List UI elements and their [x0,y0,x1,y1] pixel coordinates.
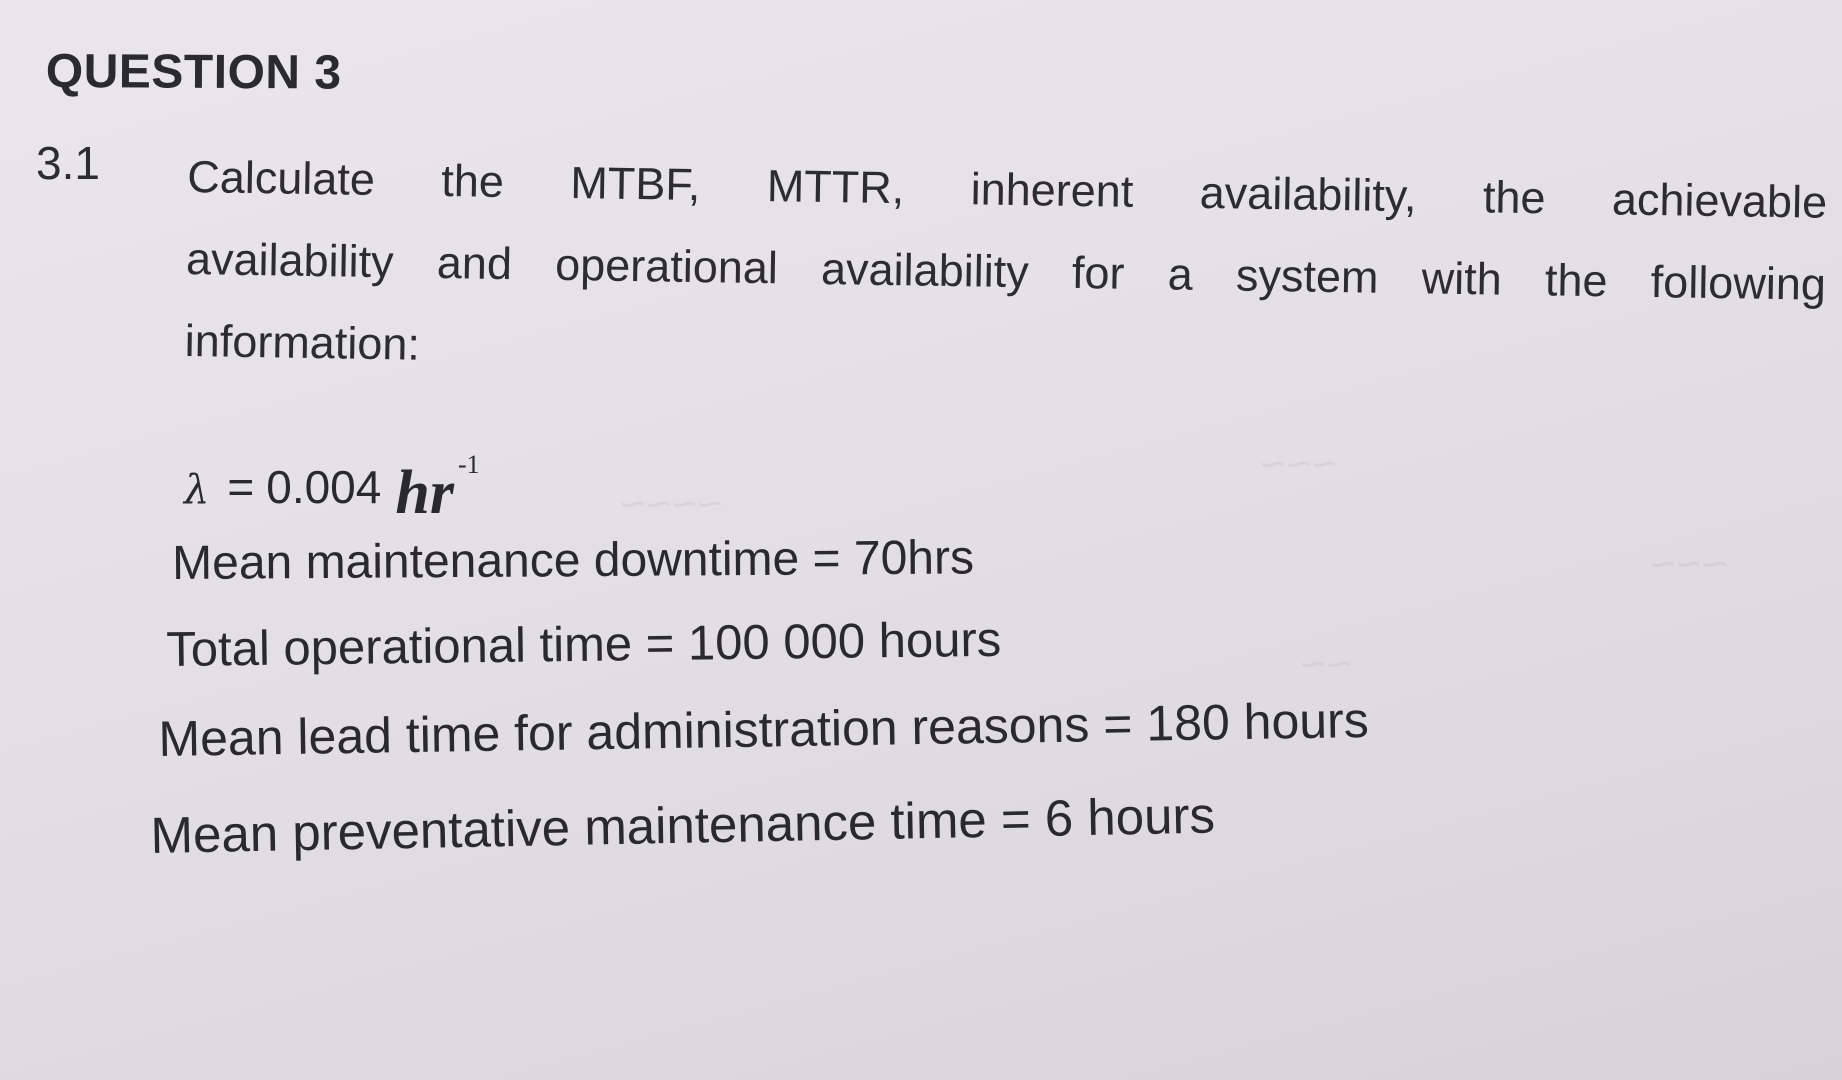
question-word: following [1650,255,1827,310]
unit-exponent: -1 [457,450,480,479]
question-word: MTBF, [569,157,701,211]
question-number: 3.1 [36,137,100,189]
question-word: and [436,236,513,290]
show-through-mark: ~~~ [1260,440,1338,489]
question-word: availability [820,242,1030,298]
question-word: for [1071,246,1125,299]
show-through-mark: ~~~~ [620,480,723,529]
question-heading: QUESTION 3 [45,44,342,100]
question-word: system [1235,249,1379,303]
question-word: the [1544,254,1608,307]
mean-preventative-maintenance: Mean preventative maintenance time = 6 hours [150,786,1216,864]
question-word: Calculate [186,150,376,205]
question-word: the [1482,171,1546,224]
question-word: inherent [970,163,1134,217]
failure-rate-formula [184,448,480,527]
lambda-symbol: λ [184,467,210,513]
question-word: operational [554,238,779,294]
failure-rate-unit: hr [395,459,454,527]
question-word: MTTR, [766,160,905,214]
question-line-3: information: [184,314,421,370]
question-word: the [440,154,505,207]
question-word: with [1421,252,1503,305]
formula-equals: = [227,461,255,513]
show-through-mark: ~~~ [1650,540,1728,589]
question-word: availability, [1199,166,1417,222]
failure-rate-value: 0.004 [266,461,382,513]
question-word: achievable [1611,173,1828,228]
mean-lead-time: Mean lead time for administration reasons = 180 hours [158,691,1370,767]
question-body [184,136,1828,408]
mean-maintenance-downtime: Mean maintenance downtime = 70hrs [172,531,975,590]
question-word: a [1167,248,1194,300]
question-word: availability [185,232,395,288]
total-operational-time: Total operational time = 100 000 hours [166,612,1002,677]
cutoff-text-fragment [140,0,560,24]
show-through-mark: ~~ [1300,640,1352,689]
